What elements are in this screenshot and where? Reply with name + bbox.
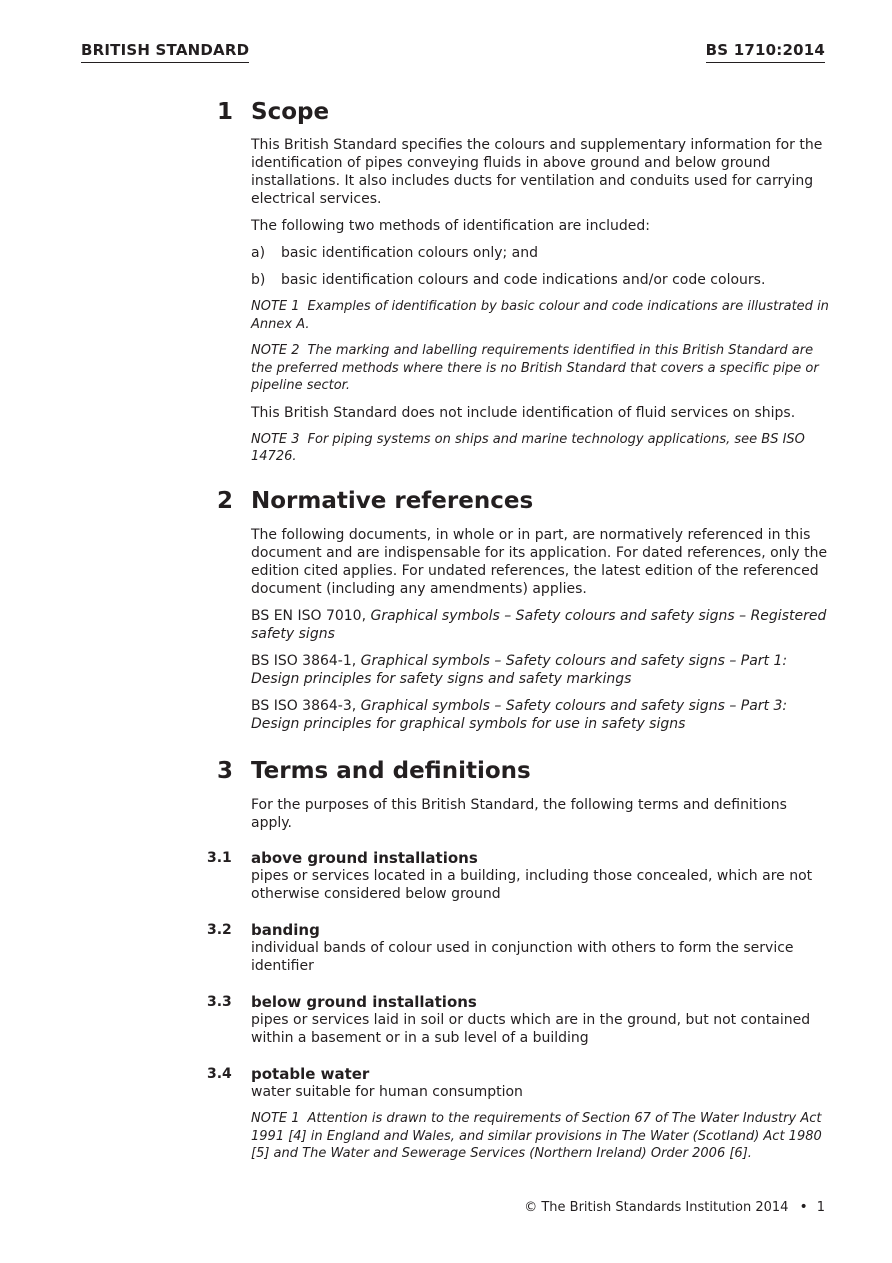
running-header-right: BS 1710:2014 xyxy=(706,41,825,63)
section-3-heading xyxy=(0,758,892,788)
section-1-body xyxy=(251,136,831,475)
reference-id: BS ISO 3864-3, xyxy=(251,698,357,714)
paragraph: This British Standard does not include identification of fluid services on ships. xyxy=(251,404,796,421)
page-footer xyxy=(524,1199,825,1215)
term-number: 3.2 xyxy=(207,922,232,938)
list-marker: b) xyxy=(251,272,266,288)
term-number: 3.4 xyxy=(207,1066,232,1082)
running-header-left: BRITISH STANDARD xyxy=(81,41,249,63)
list-item xyxy=(251,271,831,289)
note xyxy=(251,431,831,466)
page-number: 1 xyxy=(816,1200,825,1215)
term-definition: pipes or services located in a building, including those concealed, which are not otherwise considered below ground xyxy=(251,868,813,902)
reference-id: BS EN ISO 7010, xyxy=(251,608,367,624)
term-number: 3.3 xyxy=(207,994,232,1010)
bullet-separator: • xyxy=(799,1199,808,1215)
paragraph: This British Standard specifies the colours and supplementary information for the identification of pipes conveying fluids in above ground and below ground installations. It also includes ducts for ventilation and conduits used for carrying electrical services. xyxy=(251,137,823,207)
list-marker: a) xyxy=(251,245,266,261)
section-1-heading xyxy=(0,99,892,129)
reference-item xyxy=(251,697,831,733)
section-number: 3 xyxy=(216,758,233,784)
reference-title: Graphical symbols – Safety colours and safety signs – Registered safety signs xyxy=(251,608,827,642)
note-label: NOTE 1 xyxy=(251,1111,300,1126)
reference-item xyxy=(251,607,831,643)
reference-title: Graphical symbols – Safety colours and safety signs – Part 3: Design principles for graphical symbols for use in safety signs xyxy=(251,698,788,732)
note xyxy=(251,1110,831,1163)
paragraph: For the purposes of this British Standard, the following terms and definitions apply. xyxy=(251,797,787,831)
note-label: NOTE 1 xyxy=(251,299,300,314)
term-definition: individual bands of colour used in conjunction with others to form the service identifier xyxy=(251,940,794,974)
section-2-heading xyxy=(0,488,892,518)
list-item xyxy=(251,244,831,262)
term-number: 3.1 xyxy=(207,850,232,866)
note-label: NOTE 3 xyxy=(251,431,300,447)
paragraph: The following two methods of identification are included: xyxy=(251,218,651,234)
note xyxy=(251,342,831,395)
note-text: Examples of identification by basic colour and code indications are illustrated in Annex A. xyxy=(251,299,829,332)
term-name: below ground installations xyxy=(251,993,477,1011)
reference-title: Graphical symbols – Safety colours and safety signs – Part 1: Design principles for safety signs and safety markings xyxy=(251,653,788,687)
list-text: basic identification colours only; and xyxy=(281,245,539,261)
term-name: potable water xyxy=(251,1065,370,1083)
section-title: Scope xyxy=(251,99,330,125)
section-title: Normative references xyxy=(251,488,534,514)
term-name: above ground installations xyxy=(251,849,478,867)
section-2-body xyxy=(251,526,831,742)
reference-item xyxy=(251,652,831,688)
term-name: banding xyxy=(251,921,320,939)
term-definition: water suitable for human consumption xyxy=(251,1084,523,1100)
paragraph: The following documents, in whole or in part, are normatively referenced in this document and are indispensable for its application. For dated references, only the edition cited applies. For undated references, the latest edition of the referenced document (including any amendments) applies. xyxy=(251,527,828,597)
section-3-intro xyxy=(251,796,831,841)
section-number: 2 xyxy=(216,488,233,514)
note-text: For piping systems on ships and marine technology applications, see BS ISO 14726. xyxy=(251,431,805,464)
copyright-text: © The British Standards Institution 2014 xyxy=(524,1200,789,1215)
note-text: The marking and labelling requirements identified in this British Standard are the preferred methods where there is no British Standard that covers a specific pipe or pipeline sector. xyxy=(251,343,819,393)
section-number: 1 xyxy=(216,99,233,125)
reference-id: BS ISO 3864-1, xyxy=(251,653,357,669)
section-title: Terms and definitions xyxy=(251,758,531,784)
term-definition: pipes or services laid in soil or ducts which are in the ground, but not contained within a basement or in a sub level of a building xyxy=(251,1012,811,1046)
note-label: NOTE 2 xyxy=(251,343,300,358)
list-text: basic identification colours and code indications and/or code colours. xyxy=(281,272,766,288)
note xyxy=(251,298,831,333)
note-text: Attention is drawn to the requirements of Section 67 of The Water Industry Act 1991 [4] in England and Wales, and similar provisions in The Water (Scotland) Act 1980 [5] and The Water and Sewerage Services (Northern Ireland) Order 2006 [6]. xyxy=(251,1111,822,1161)
